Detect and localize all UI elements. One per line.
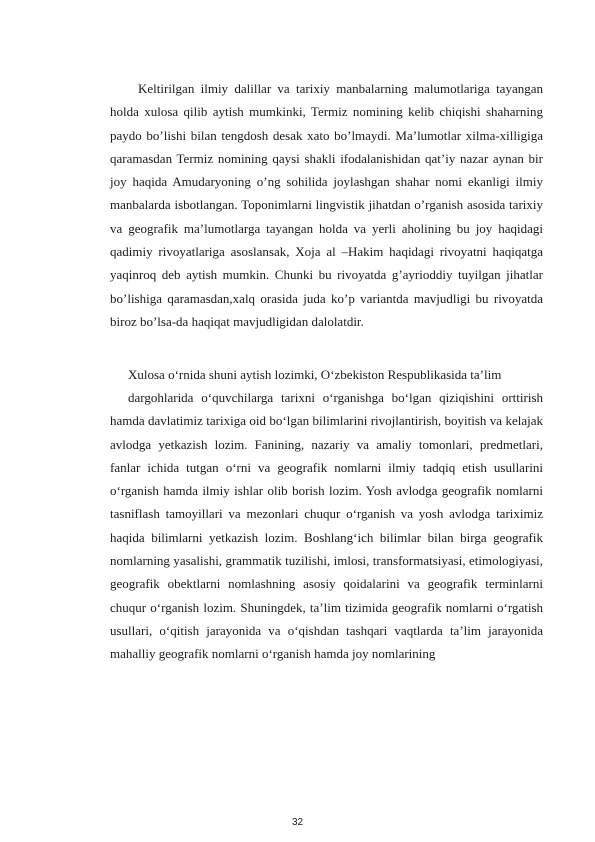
paragraph-summary-intro: Xulosa o‘rnida shuni aytish lozimki, O‘zbekiston Respublikasida ta’lim	[128, 367, 502, 382]
paragraph-conclusion-termiz: Keltirilgan ilmiy dalillar va tarixiy manbalarning malumotlariga tayangan holda xulosa qilib aytish mumkinki, Termiz nomining kelib chiqishi shaharning paydo bo’lishi bilan tengdosh desak xato bo’lmaydi. Ma’lumotlar xilma-xilligiga qaramasdan Termiz nomining qaysi shakli ifodalanishidan qat’iy nazar aynan bir joy haqida Amudaryoning o’ng sohilida joylashgan shahar nomi ekanligi ilmiy manbalarda isbotlangan. Toponimlarni lingvistik jihatdan o’rganish asosida tarixiy va geografik ma’lumotlarga tayangan holda va yerli aholining bu joy haqidagi qadimiy rivoyatlariga asoslansak, Xoja al –Hakim haqidagi rivoyatni haqiqatga yaqinroq deb aytish mumkin. Chunki bu rivoyatda g’ayrioddiy tuyilgan jihatlar bo’lishiga qaramasdan,xalq orasida juda ko’p variantda mavjudligi bu rivoyatda biroz bo’lsa-da haqiqat mavjudligidan dalolatdir.	[110, 81, 543, 329]
page-number: 32	[291, 817, 304, 828]
paragraph-education-recommendations: dargohlarida o‘quvchilarga tarixni o‘rganishga bo‘lgan qiziqishini orttirish hamda davlatimiz tarixiga oid bo‘lgan bilimlarini rivojlantirish, boyitish va kelajak avlodga yetkazish lozim. Fanining, nazariy va amaliy tomonlari, predmetlari, fanlar ichida tutgan o‘rni va geografik nomlarni ilmiy tadqiq etish usullarini o‘rganish hamda ilmiy ishlar olib borish lozim. Yosh avlodga geografik nomlarni tasniflash tamoyillari va mezonlari chuqur o‘rganish va yosh avlodga tariximiz haqida bilimlarni yetkazish lozim. Boshlang‘ich bilimlar bilan birga geografik nomlarning yasalishi, grammatik tuzilishi, imlosi, transformatsiyasi, etimologiyasi, geografik obektlarni nomlashning asosiy qoidalarini va geografik terminlarni chuqur o‘rganish lozim. Shuningdek, ta’lim tizimida geografik nomlarni o‘rgatish usullari, o‘qitish jarayonida va o‘qishdan tashqari vaqtlarda ta’lim jarayonida mahalliy geografik nomlarni o‘rganish hamda joy nomlarining	[110, 390, 543, 662]
